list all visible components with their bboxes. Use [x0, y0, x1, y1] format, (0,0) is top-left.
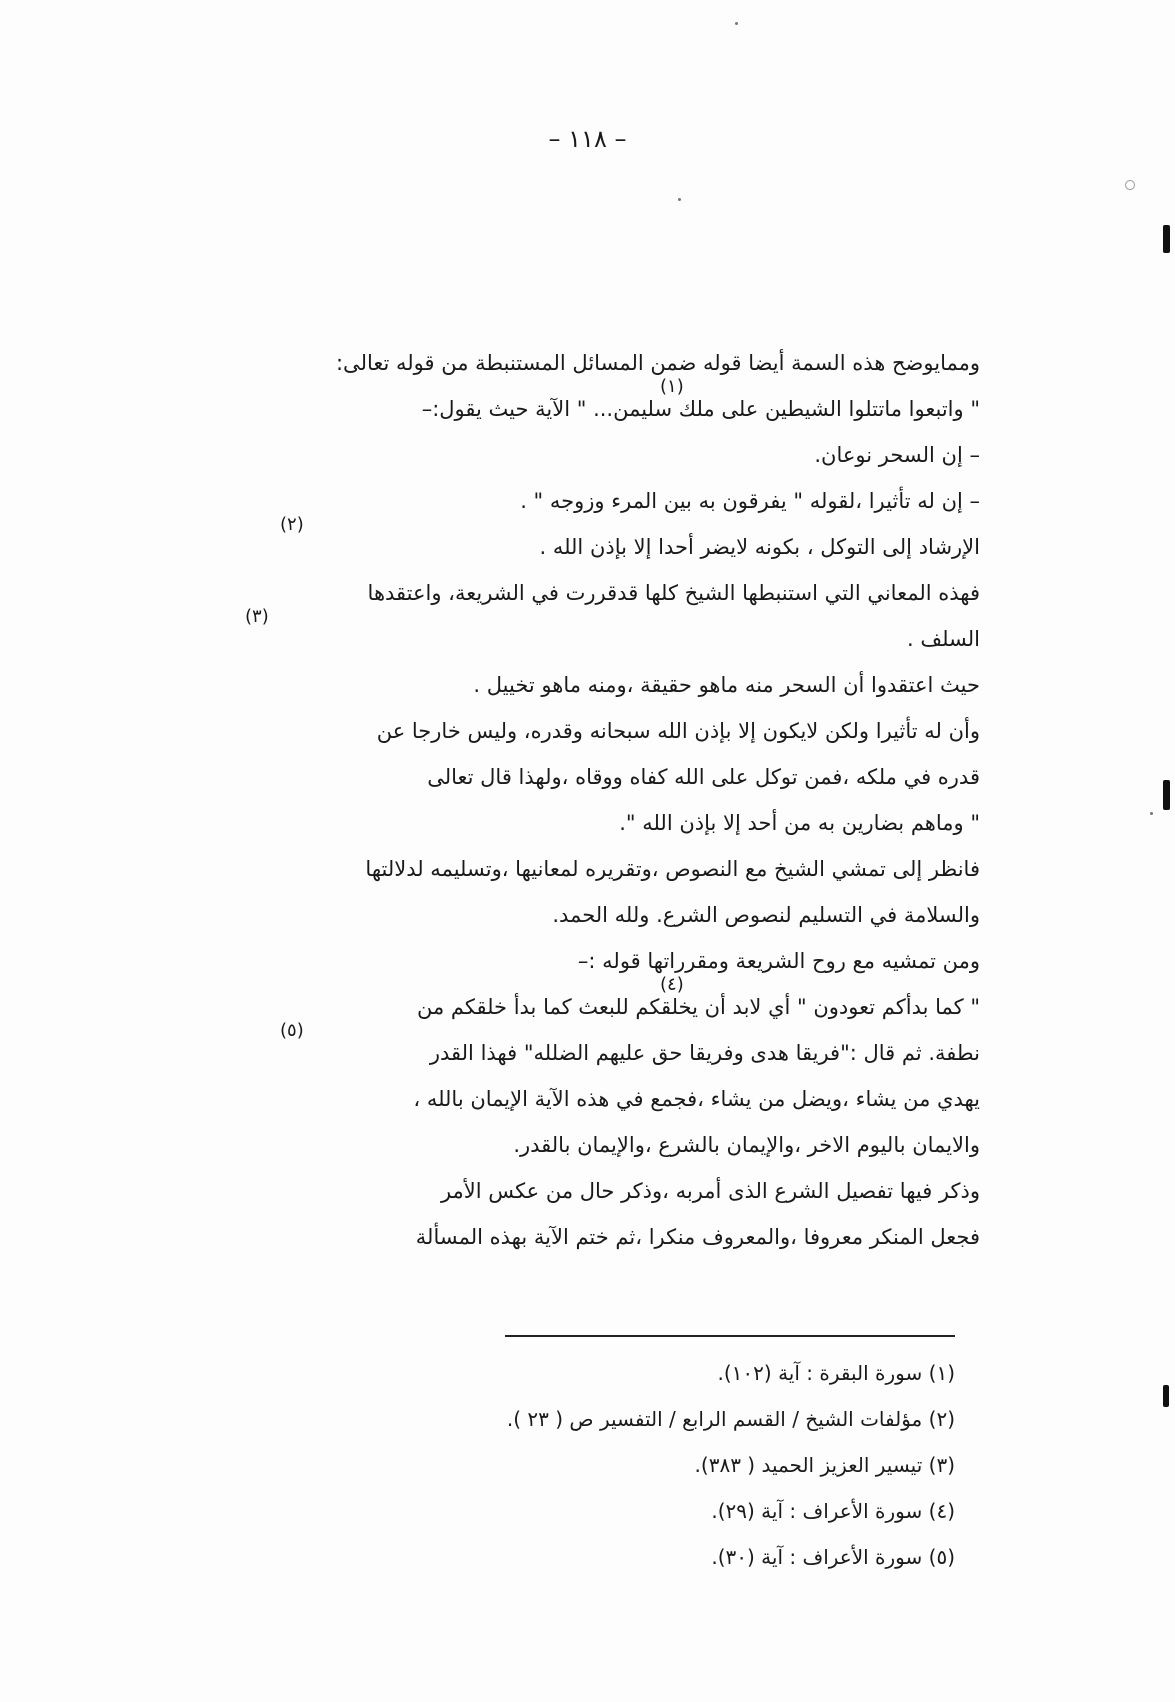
text-line-content: وذكر فيها تفصيل الشرع الذى أمربه ،وذكر حال من عكس الأمر	[440, 1179, 980, 1203]
scan-artifact	[735, 22, 738, 25]
text-line-content: ومن تمشيه مع روح الشريعة ومقرراتها قوله :–	[577, 949, 980, 973]
footnote-ref: (٥)	[280, 1020, 304, 1041]
text-line-content: فهذه المعاني التي استنبطها الشيخ كلها قدقررت في الشريعة، واعتقدها	[367, 581, 980, 605]
text-line	[100, 974, 980, 1030]
text-line-content: نطفة. ثم قال :"فريقا هدى وفريقا حق عليهم الضلله" فهذا القدر	[429, 1041, 980, 1065]
text-line	[100, 514, 980, 570]
text-line	[100, 1168, 980, 1214]
footnote: (٣) تيسير العزيز الحميد ( ٣٨٣).	[694, 1453, 955, 1477]
text-line-content: " وماهم بضارين به من أحد إلا بإذن الله ".	[619, 811, 980, 835]
text-line-content: يهدي من يشاء ،ويضل من يشاء ،فجمع في هذه الآية الإيمان بالله ،	[413, 1087, 980, 1111]
text-line	[100, 1020, 980, 1076]
text-line	[100, 1214, 980, 1260]
text-line-content: " كما بدأكم تعودون " أي لابد أن يخلقكم للبعث كما بدأ خلقكم من	[416, 995, 980, 1019]
text-line	[100, 754, 980, 800]
footnote: (٥) سورة الأعراف : آية (٣٠).	[711, 1545, 955, 1569]
scan-artifact	[678, 198, 681, 201]
text-line-content: حيث اعتقدوا أن السحر منه ماهو حقيقة ،ومنه ماهو تخييل .	[473, 673, 980, 697]
text-line-content: وأن له تأثيرا ولكن لايكون إلا بإذن الله سبحانه وقدره، وليس خارجا عن	[376, 719, 980, 743]
footnote: (٤) سورة الأعراف : آية (٢٩).	[711, 1499, 955, 1523]
text-line-content: – إن السحر نوعان.	[814, 443, 980, 467]
text-line-content: والسلامة في التسليم لنصوص الشرع. ولله الحمد.	[552, 903, 980, 927]
text-line	[100, 662, 980, 708]
text-line-content: والايمان باليوم الاخر ،والإيمان بالشرع ،والإيمان بالقدر.	[513, 1133, 980, 1157]
text-line	[100, 1076, 980, 1122]
text-line	[100, 376, 980, 432]
footnote-ref: (٢)	[280, 514, 304, 535]
text-line	[100, 708, 980, 754]
footnote: (٢) مؤلفات الشيخ / القسم الرابع / التفسير ص ( ٢٣ ).	[506, 1407, 955, 1431]
text-line-content: وممايوضح هذه السمة أيضا قوله ضمن المسائل المستنبطة من قوله تعالى:	[335, 351, 980, 375]
text-line	[100, 340, 980, 386]
scan-artifact	[1163, 780, 1170, 810]
text-line	[100, 800, 980, 846]
scan-artifact	[1125, 180, 1135, 190]
text-line	[100, 570, 980, 616]
footnotes	[255, 1350, 955, 1580]
body-text	[100, 340, 980, 1260]
text-line	[100, 606, 980, 662]
text-line-content: السلف .	[906, 627, 980, 651]
text-line	[100, 892, 980, 938]
footnote: (١) سورة البقرة : آية (١٠٢).	[717, 1361, 955, 1385]
page-number: – ١١٨ –	[548, 125, 627, 153]
text-line	[100, 432, 980, 478]
text-line-content: الإرشاد إلى التوكل ، بكونه لايضر أحدا إلا بإذن الله .	[539, 535, 980, 559]
footnote-ref: (١)	[660, 376, 684, 397]
text-line	[100, 478, 980, 524]
footnote-divider	[505, 1335, 955, 1337]
text-line-content: – إن له تأثيرا ،لقوله " يفرقون به بين المرء وزوجه " .	[520, 489, 980, 513]
scan-artifact	[1163, 1385, 1169, 1407]
text-line-content: قدره في ملكه ،فمن توكل على الله كفاه ووقاه ،ولهذا قال تعالى	[427, 765, 980, 789]
text-line-content: فجعل المنكر معروفا ،والمعروف منكرا ،ثم ختم الآية بهذه المسألة	[415, 1225, 980, 1249]
text-line	[100, 938, 980, 984]
scan-artifact	[1150, 812, 1153, 815]
text-line	[100, 846, 980, 892]
text-line-content: " واتبعوا ماتتلوا الشيطين على ملك سليمن... " الآية حيث يقول:–	[421, 397, 980, 421]
text-line	[100, 1122, 980, 1168]
footnote-ref: (٤)	[660, 974, 684, 995]
text-line-content: فانظر إلى تمشي الشيخ مع النصوص ،وتقريره لمعانيها ،وتسليمه لدلالتها	[365, 857, 980, 881]
scan-artifact	[1163, 225, 1170, 253]
footnote-ref: (٣)	[245, 606, 269, 627]
